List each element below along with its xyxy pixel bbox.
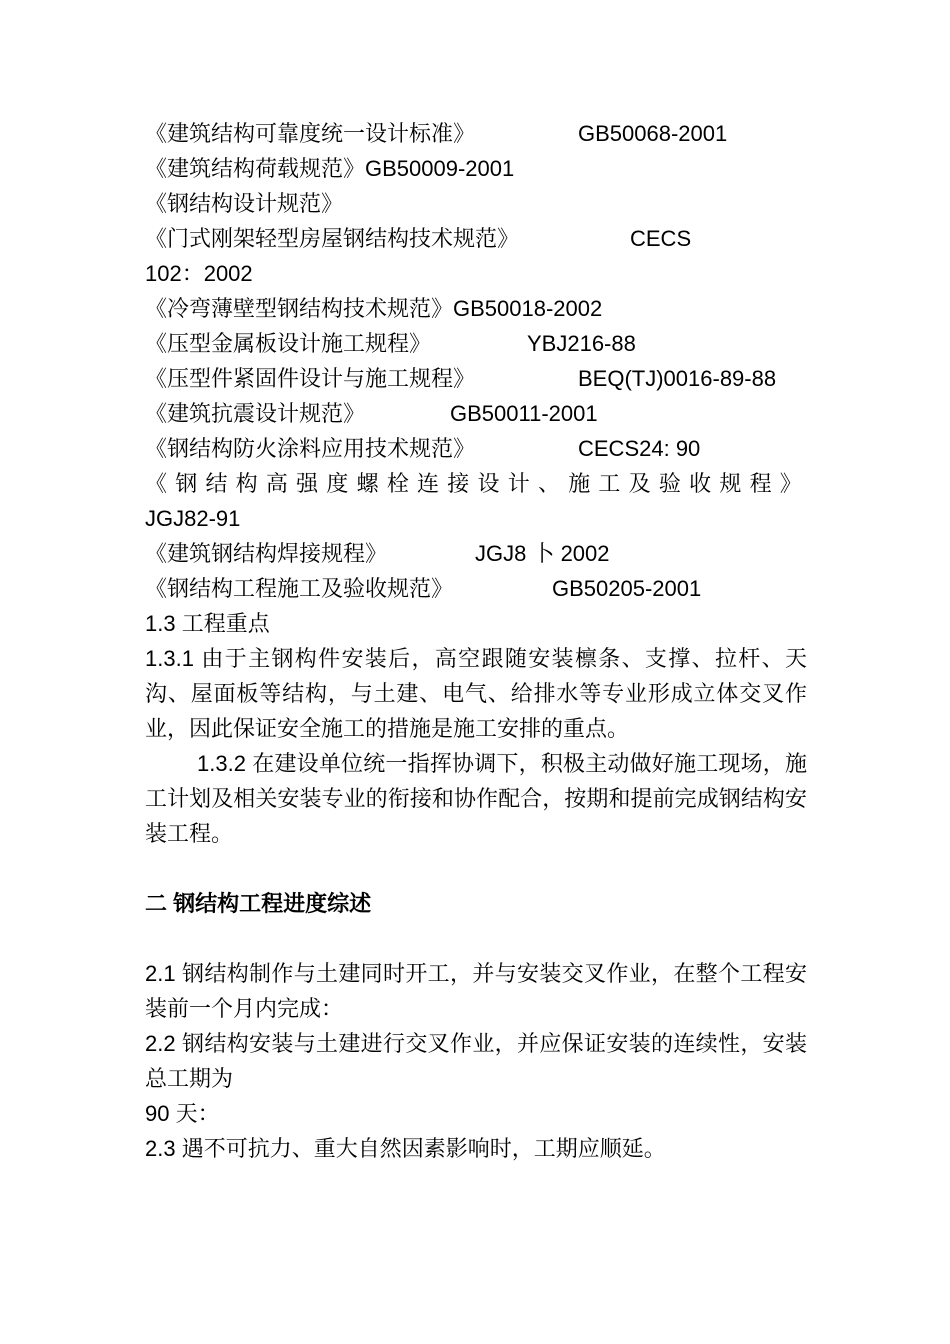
standard-code: YBJ216-88	[527, 331, 636, 356]
standard-item	[145, 116, 807, 151]
standard-code: GB50011-2001	[450, 401, 598, 426]
paragraph: 2.3 遇不可抗力、重大自然因素影响时，工期应顺延。	[145, 1136, 666, 1161]
standard-item	[145, 186, 807, 221]
paragraph: 2.2 钢结构安装与土建进行交叉作业，并应保证安装的连续性，安装总工期为	[145, 1031, 807, 1091]
standard-item	[145, 536, 807, 571]
standard-title: 《建筑结构荷载规范》	[145, 156, 366, 181]
chapter-heading: 二 钢结构工程进度综述	[145, 891, 372, 916]
standard-title: 《钢结构防火涂料应用技术规范》	[145, 436, 476, 461]
standard-code: GB50068-2001	[578, 121, 728, 146]
paragraph: 1.3.2 在建设单位统一指挥协调下，积极主动做好施工现场，施工计划及相关安装专业的衔接和协作配合，按期和提前完成钢结构安装工程。	[145, 751, 807, 846]
standard-title: 《建筑抗震设计规范》	[145, 401, 366, 426]
paragraph: 2.1 钢结构制作与土建同时开工，并与安装交叉作业，在整个工程安装前一个月内完成：	[145, 961, 807, 1021]
standard-code: JGJ82-91	[145, 506, 241, 531]
standard-item	[145, 361, 807, 396]
standard-item-continued	[145, 501, 807, 536]
standard-item: 《钢结构高强度螺栓连接设计、施工及验收规程》	[145, 471, 807, 496]
standard-title: 《建筑结构可靠度统一设计标准》	[145, 121, 476, 146]
standard-item	[145, 571, 807, 606]
standard-item	[145, 151, 807, 186]
standard-title: 102：2002	[145, 261, 253, 286]
standard-code: BEQ(TJ)0016-89-88	[578, 366, 777, 391]
standard-title: 《压型金属板设计施工规程》	[145, 331, 432, 356]
document-body	[145, 116, 807, 1166]
standard-item	[145, 396, 807, 431]
standard-code: GB50009-2001	[365, 156, 515, 181]
standard-item	[145, 291, 807, 326]
standard-code: JGJ8 卜 2002	[475, 541, 610, 566]
standard-item	[145, 431, 807, 466]
paragraph-continued: 90 天：	[145, 1101, 220, 1126]
standard-code: GB50205-2001	[552, 576, 702, 601]
standard-title: 《建筑钢结构焊接规程》	[145, 541, 388, 566]
standard-code: CECS	[630, 226, 692, 251]
section-title: 1.3 工程重点	[145, 611, 270, 636]
standard-item	[145, 326, 807, 361]
standard-title: 《钢结构设计规范》	[145, 191, 344, 216]
standard-code: CECS24: 90	[578, 436, 701, 461]
standard-title: 《冷弯薄壁型钢结构技术规范》	[145, 296, 454, 321]
standard-title: 《门式刚架轻型房屋钢结构技术规范》	[145, 226, 520, 251]
standard-item-continued	[145, 256, 807, 291]
standard-item	[145, 221, 807, 256]
standard-title: 《压型件紧固件设计与施工规程》	[145, 366, 476, 391]
paragraph: 1.3.1 由于主钢构件安装后，高空跟随安装檩条、支撑、拉杆、天沟、屋面板等结构，与土建、电气、给排水等专业形成立体交叉作业，因此保证安全施工的措施是施工安排的重点。	[145, 646, 807, 741]
standard-title: 《钢结构工程施工及验收规范》	[145, 576, 454, 601]
standard-code: GB50018-2002	[453, 296, 603, 321]
